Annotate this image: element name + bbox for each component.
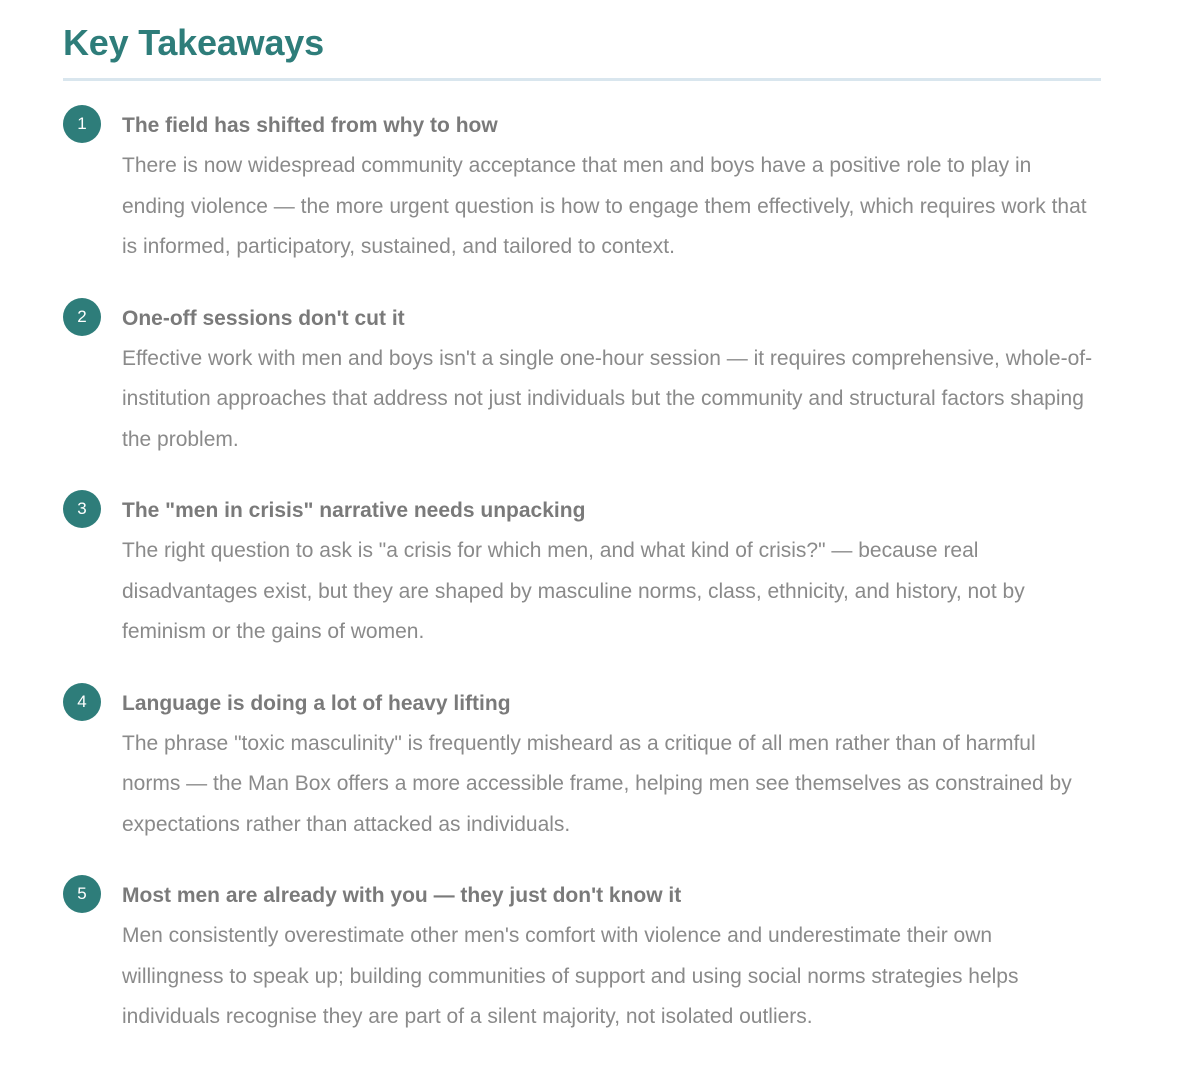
takeaway-body: The phrase "toxic masculinity" is frequently misheard as a critique of all men rather than of harmful norms — the Man Box offers a more accessible frame, helping men see themselves as constrained by expectations rather than attacked as individuals. — [122, 731, 1072, 836]
takeaway-item-1 — [63, 103, 1101, 268]
takeaway-body: There is now widespread community acceptance that men and boys have a positive role to play in ending violence — the more urgent question is how to engage them effectively, which requires work that is informed, participatory, sustained, and tailored to context. — [122, 154, 1087, 258]
takeaway-item-4 — [63, 681, 1101, 846]
takeaway-body: Effective work with men and boys isn't a single one-hour session — it requires comprehensive, whole-of-institution approaches that address not just individuals but the community and structural factors shaping the problem. — [122, 346, 1093, 451]
takeaways-list — [63, 103, 1101, 1038]
number-badge: 1 — [63, 105, 101, 143]
key-takeaways-section — [63, 0, 1101, 1038]
takeaway-heading: The field has shifted from why to how — [122, 114, 498, 137]
number-badge: 4 — [63, 683, 101, 721]
takeaway-item-2 — [63, 296, 1101, 461]
takeaway-heading: The "men in crisis" narrative needs unpacking — [122, 499, 586, 522]
title-divider — [63, 78, 1101, 81]
takeaway-item-5 — [63, 873, 1101, 1038]
takeaway-heading: Most men are already with you — they just don't know it — [122, 884, 682, 907]
takeaway-body: Men consistently overestimate other men's comfort with violence and underestimate their own willingness to speak up; building communities of support and using social norms strategies helps individuals recognise they are part of a silent majority, not isolated outliers. — [122, 924, 1019, 1028]
number-badge: 2 — [63, 298, 101, 336]
takeaway-item-3 — [63, 488, 1101, 653]
section-title: Key Takeaways — [63, 22, 324, 63]
number-badge: 3 — [63, 490, 101, 528]
takeaway-body: The right question to ask is "a crisis for which men, and what kind of crisis?" — because real disadvantages exist, but they are shaped by masculine norms, class, ethnicity, and history, not by feminism or the gains of women. — [122, 539, 1025, 643]
number-badge: 5 — [63, 875, 101, 913]
takeaway-heading: One-off sessions don't cut it — [122, 306, 405, 330]
takeaway-heading: Language is doing a lot of heavy lifting — [122, 691, 511, 715]
